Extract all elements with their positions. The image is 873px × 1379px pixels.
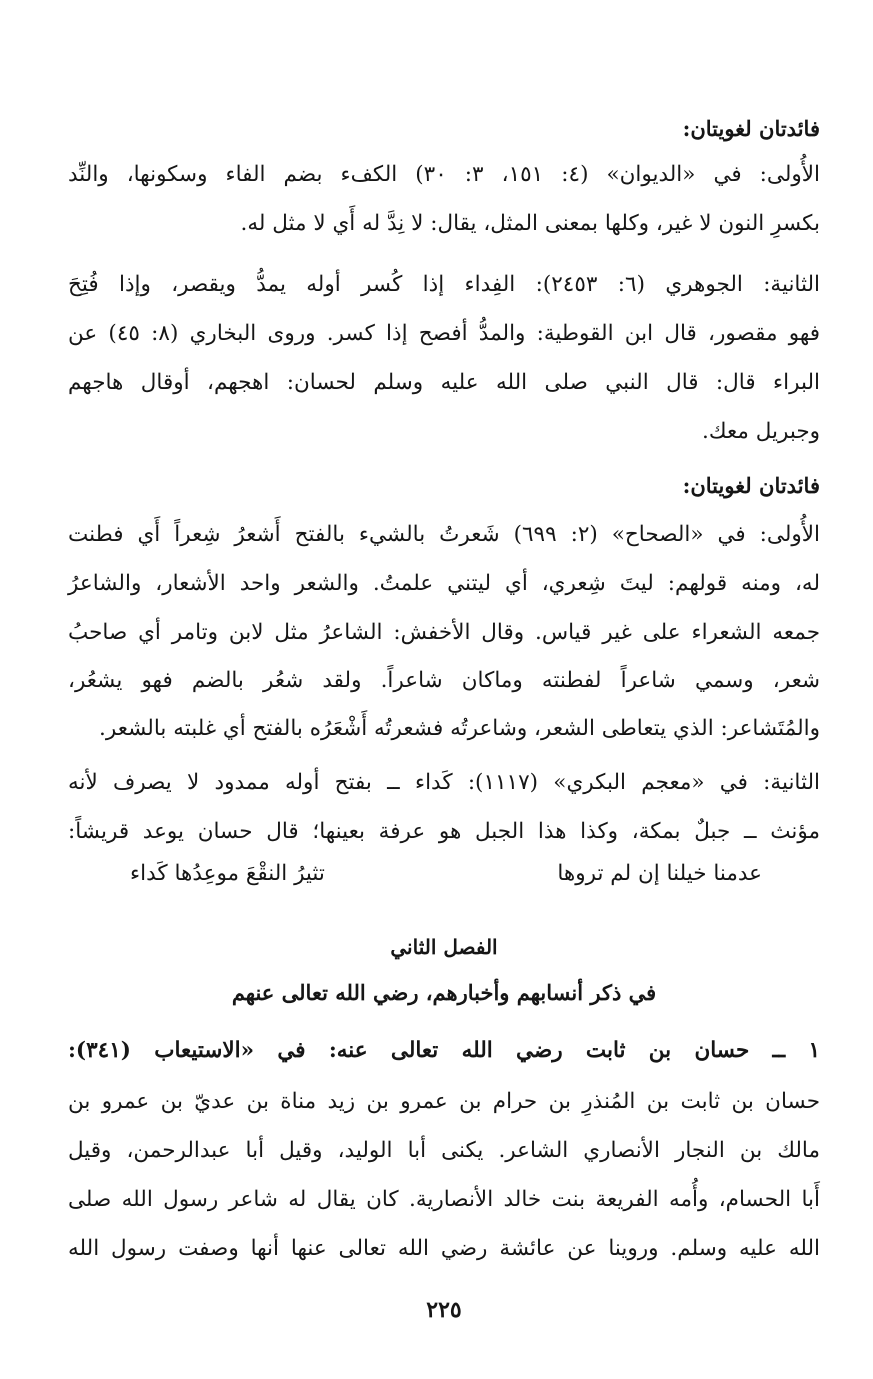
text-line: الثانية: في «معجم البكري» (١١١٧): كَداء ــ بفتح أوله ممدود لا يصرف لأنه: [68, 770, 820, 795]
text-line: له، ومنه قولهم: ليتَ شِعري، أي ليتني علمتُ. والشعر واحد الأشعار، والشاعرُ: [68, 571, 820, 596]
text-line: مؤنث ــ جبلٌ بمكة، وكذا هذا الجبل هو عرفة بعينها؛ قال حسان يوعد قريشاً:: [68, 819, 820, 844]
verse-first-hemistich: عدمنا خيلنا إن لم تروها: [557, 861, 762, 886]
text-line: بكسرِ النون لا غير، وكلها بمعنى المثل، يقال: لا نِدَّ له أَي لا مثل له.: [240, 211, 820, 236]
text-line: مالك بن النجار الأنصاري الشاعر. يكنى أبا الوليد، وقيل أبا عبدالرحمن، وقيل: [68, 1138, 820, 1163]
text-line: شعر، وسمي شاعراً لفطنته وماكان شاعراً. ولقد شعُر بالضم فهو يشعُر،: [68, 668, 820, 693]
section-heading-linguistic-notes-1: فائدتان لغويتان:: [682, 116, 820, 141]
text-line: الأُولى: في «الديوان» (٤: ١٥١، ٣: ٣٠) الكفء بضم الفاء وسكونها، والنِّد: [68, 162, 820, 187]
text-line: حسان بن ثابت بن المُنذرِ بن حرام بن عمرو بن زيد مناة بن عديّ بن عمرو بن: [68, 1089, 820, 1114]
verse-second-hemistich: تثيرُ النقْعَ موعِدُها كَداء: [130, 861, 325, 886]
text-line: الثانية: الجوهري (٦: ٢٤٥٣): الفِداء إذا كُسر أوله يمدُّ ويقصر، وإذا فُتِحَ: [68, 272, 820, 297]
chapter-subtitle: في ذكر أنسابهم وأخبارهم، رضي الله تعالى عنهم: [231, 980, 657, 1005]
page-number: ٢٢٥: [426, 1297, 462, 1323]
entry-heading-hassan-ibn-thabit: ١ ــ حسان بن ثابت رضي الله تعالى عنه: في «الاستيعاب (٣٤١):: [68, 1038, 820, 1063]
text-line: الأُولى: في «الصحاح» (٢: ٦٩٩) شَعرتُ بالشيء بالفتح أَشعرُ شِعراً أَي فطنت: [68, 522, 820, 547]
section-heading-linguistic-notes-2: فائدتان لغويتان:: [682, 473, 820, 498]
text-line: الله عليه وسلم. وروينا عن عائشة رضي الله تعالى عنها أنها وصفت رسول الله: [68, 1236, 820, 1261]
chapter-title: الفصل الثاني: [390, 935, 498, 959]
text-line: والمُتَشاعر: الذي يتعاطى الشعر، وشاعرتُه فشعرتُه أَشْعَرُه بالفتح أي غلبته بالشعر.: [99, 716, 820, 741]
text-line: جمعه الشعراء على غير قياس. وقال الأخفش: الشاعرُ مثل لابن وتامر أي صاحبُ: [68, 620, 820, 645]
text-line: أَبا الحسام، وأُمه الفريعة بنت خالد الأنصارية. كان يقال له شاعر رسول الله صلى: [68, 1187, 820, 1212]
text-line: وجبريل معك.: [702, 419, 820, 444]
text-line: البراء قال: قال النبي صلى الله عليه وسلم لحسان: اهجهم، أوقال هاجهم: [68, 370, 820, 395]
text-line: فهو مقصور، قال ابن القوطية: والمدُّ أفصح إذا كسر. وروى البخاري (٨: ٤٥) عن: [68, 321, 821, 346]
